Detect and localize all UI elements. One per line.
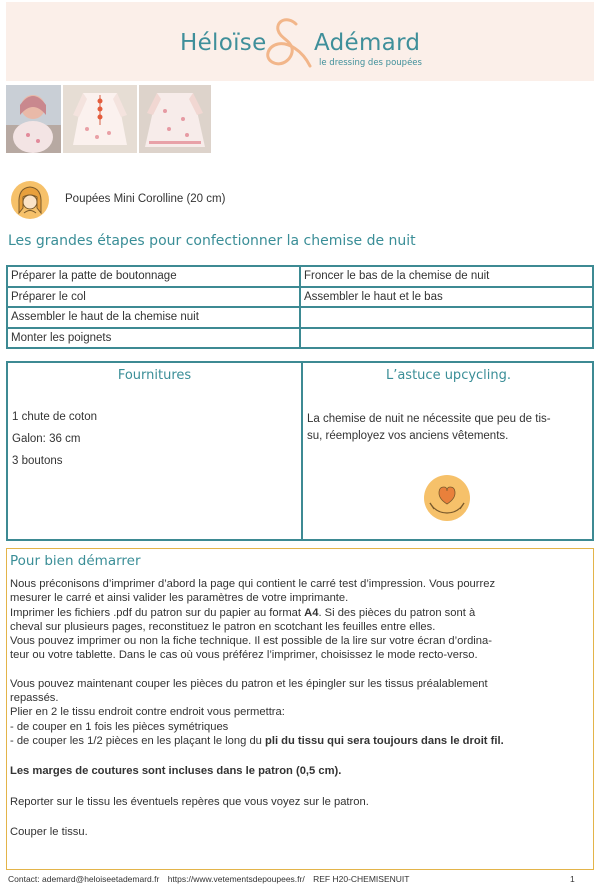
doll-model-label: Poupées Mini Corolline (20 cm): [65, 193, 226, 205]
getting-started-title: Pour bien démarrer: [10, 553, 141, 569]
paragraph-line: [10, 606, 592, 620]
supply-item: 3 boutons: [12, 455, 63, 467]
paragraph-line: [10, 734, 592, 748]
table-row: [7, 307, 593, 328]
page-title: Les grandes étapes pour confectionner la chemise de nuit: [8, 233, 416, 249]
tip-text-line: La chemise de nuit ne nécessite que peu de tis-: [307, 413, 551, 425]
doll-photo-3: [139, 85, 211, 153]
tip-title: L’astuce upcycling.: [385, 368, 512, 383]
step-cell: Préparer le col: [7, 287, 300, 308]
paragraph-line: Reporter sur le tissu les éventuels repères que vous voyez sur le patron.: [10, 795, 369, 808]
table-row: [7, 328, 593, 349]
doll-photo-2: [63, 85, 137, 153]
seam-allowance-text: Les marges de coutures sont incluses dans le patron (0,5 cm).: [10, 765, 342, 778]
website-link[interactable]: https://www.vetementsdepoupees.fr/: [167, 874, 305, 884]
step-cell: Préparer la patte de boutonnage: [7, 266, 300, 287]
supplies-and-tip-box: [6, 361, 594, 541]
doll-photo-1: [6, 85, 61, 153]
doll-face-icon: [10, 180, 50, 220]
spacer: [10, 663, 592, 677]
paragraph-line: teur ou votre tablette. Dans le cas où vous préférez l’imprimer, choisissez le mode recto-verso.: [10, 649, 478, 662]
paragraph-line: Plier en 2 le tissu endroit contre endroit vous permettra:: [10, 706, 285, 719]
brand-logo[interactable]: [174, 16, 434, 72]
step-cell: Assembler le haut de la chemise nuit: [7, 307, 300, 328]
box-divider: [301, 363, 303, 539]
supply-item: 1 chute de coton: [12, 411, 98, 423]
ampersand-icon: [258, 16, 318, 74]
step-cell: [300, 328, 593, 349]
step-cell: Froncer le bas de la chemise de nuit: [300, 266, 593, 287]
spacer: [10, 809, 592, 825]
step-cell: Assembler le haut et le bas: [300, 287, 593, 308]
paragraph-line: mesurer le carré et ainsi valider les paramètres de votre imprimante.: [10, 592, 349, 605]
seam-allowance-note: [10, 764, 592, 778]
header-banner: [6, 2, 594, 81]
table-row: [7, 287, 593, 308]
tip-text: [307, 411, 587, 445]
text-run: - de couper les 1/2 pièces en les plaçant le long du: [10, 734, 262, 747]
paragraph-line: - de couper en 1 fois les pièces symétriques: [10, 720, 229, 733]
paragraph-line: Nous préconisons d’imprimer d’abord la page qui contient le carré test d’impression. Vous pourrez: [10, 578, 496, 590]
table-row: [7, 266, 593, 287]
fold-note: pli du tissu qui sera toujours dans le droit fil.: [265, 734, 504, 747]
brand-tagline: le dressing des poupées: [319, 58, 422, 68]
reference-code: REF H20-CHEMISENUIT: [313, 874, 410, 884]
recycle-hands-icon: [422, 473, 472, 523]
contact-email[interactable]: Contact: ademard@heloiseetademard.fr: [8, 874, 160, 884]
paragraph-line: Vous pouvez imprimer ou non la fiche technique. Il est possible de la lire sur votre écran d’ordina-: [10, 635, 492, 648]
spacer: [10, 748, 592, 764]
step-cell: Monter les poignets: [7, 328, 300, 349]
paper-format: A4: [304, 606, 319, 619]
text-run: . Si des pièces du patron sont à: [318, 606, 476, 619]
tip-text-line: su, réemployez vos anciens vêtements.: [307, 430, 509, 442]
paragraph-line: cheval sur plusieurs pages, reconstituez le patron en scotchant les feuilles entre elles.: [10, 620, 436, 633]
supplies-title: Fournitures: [117, 368, 192, 383]
paragraph-line: Vous pouvez maintenant couper les pièces du patron et les épingler sur les tissus préalablement: [10, 677, 488, 690]
footer: [8, 874, 588, 884]
step-cell: [300, 307, 593, 328]
page-number: 1: [570, 874, 575, 884]
steps-table: [6, 265, 594, 349]
brand-name-left: Héloïse: [180, 30, 267, 56]
spacer: [10, 779, 592, 795]
paragraph-line: repassés.: [10, 692, 59, 705]
getting-started-box: [6, 548, 594, 870]
supply-item: Galon: 36 cm: [12, 433, 81, 445]
paragraph-line: Couper le tissu.: [10, 825, 88, 838]
getting-started-body: [10, 577, 592, 839]
text-run: Imprimer les fichiers .pdf du patron sur du papier au format: [10, 606, 302, 619]
brand-name-right: Adémard: [314, 30, 421, 56]
